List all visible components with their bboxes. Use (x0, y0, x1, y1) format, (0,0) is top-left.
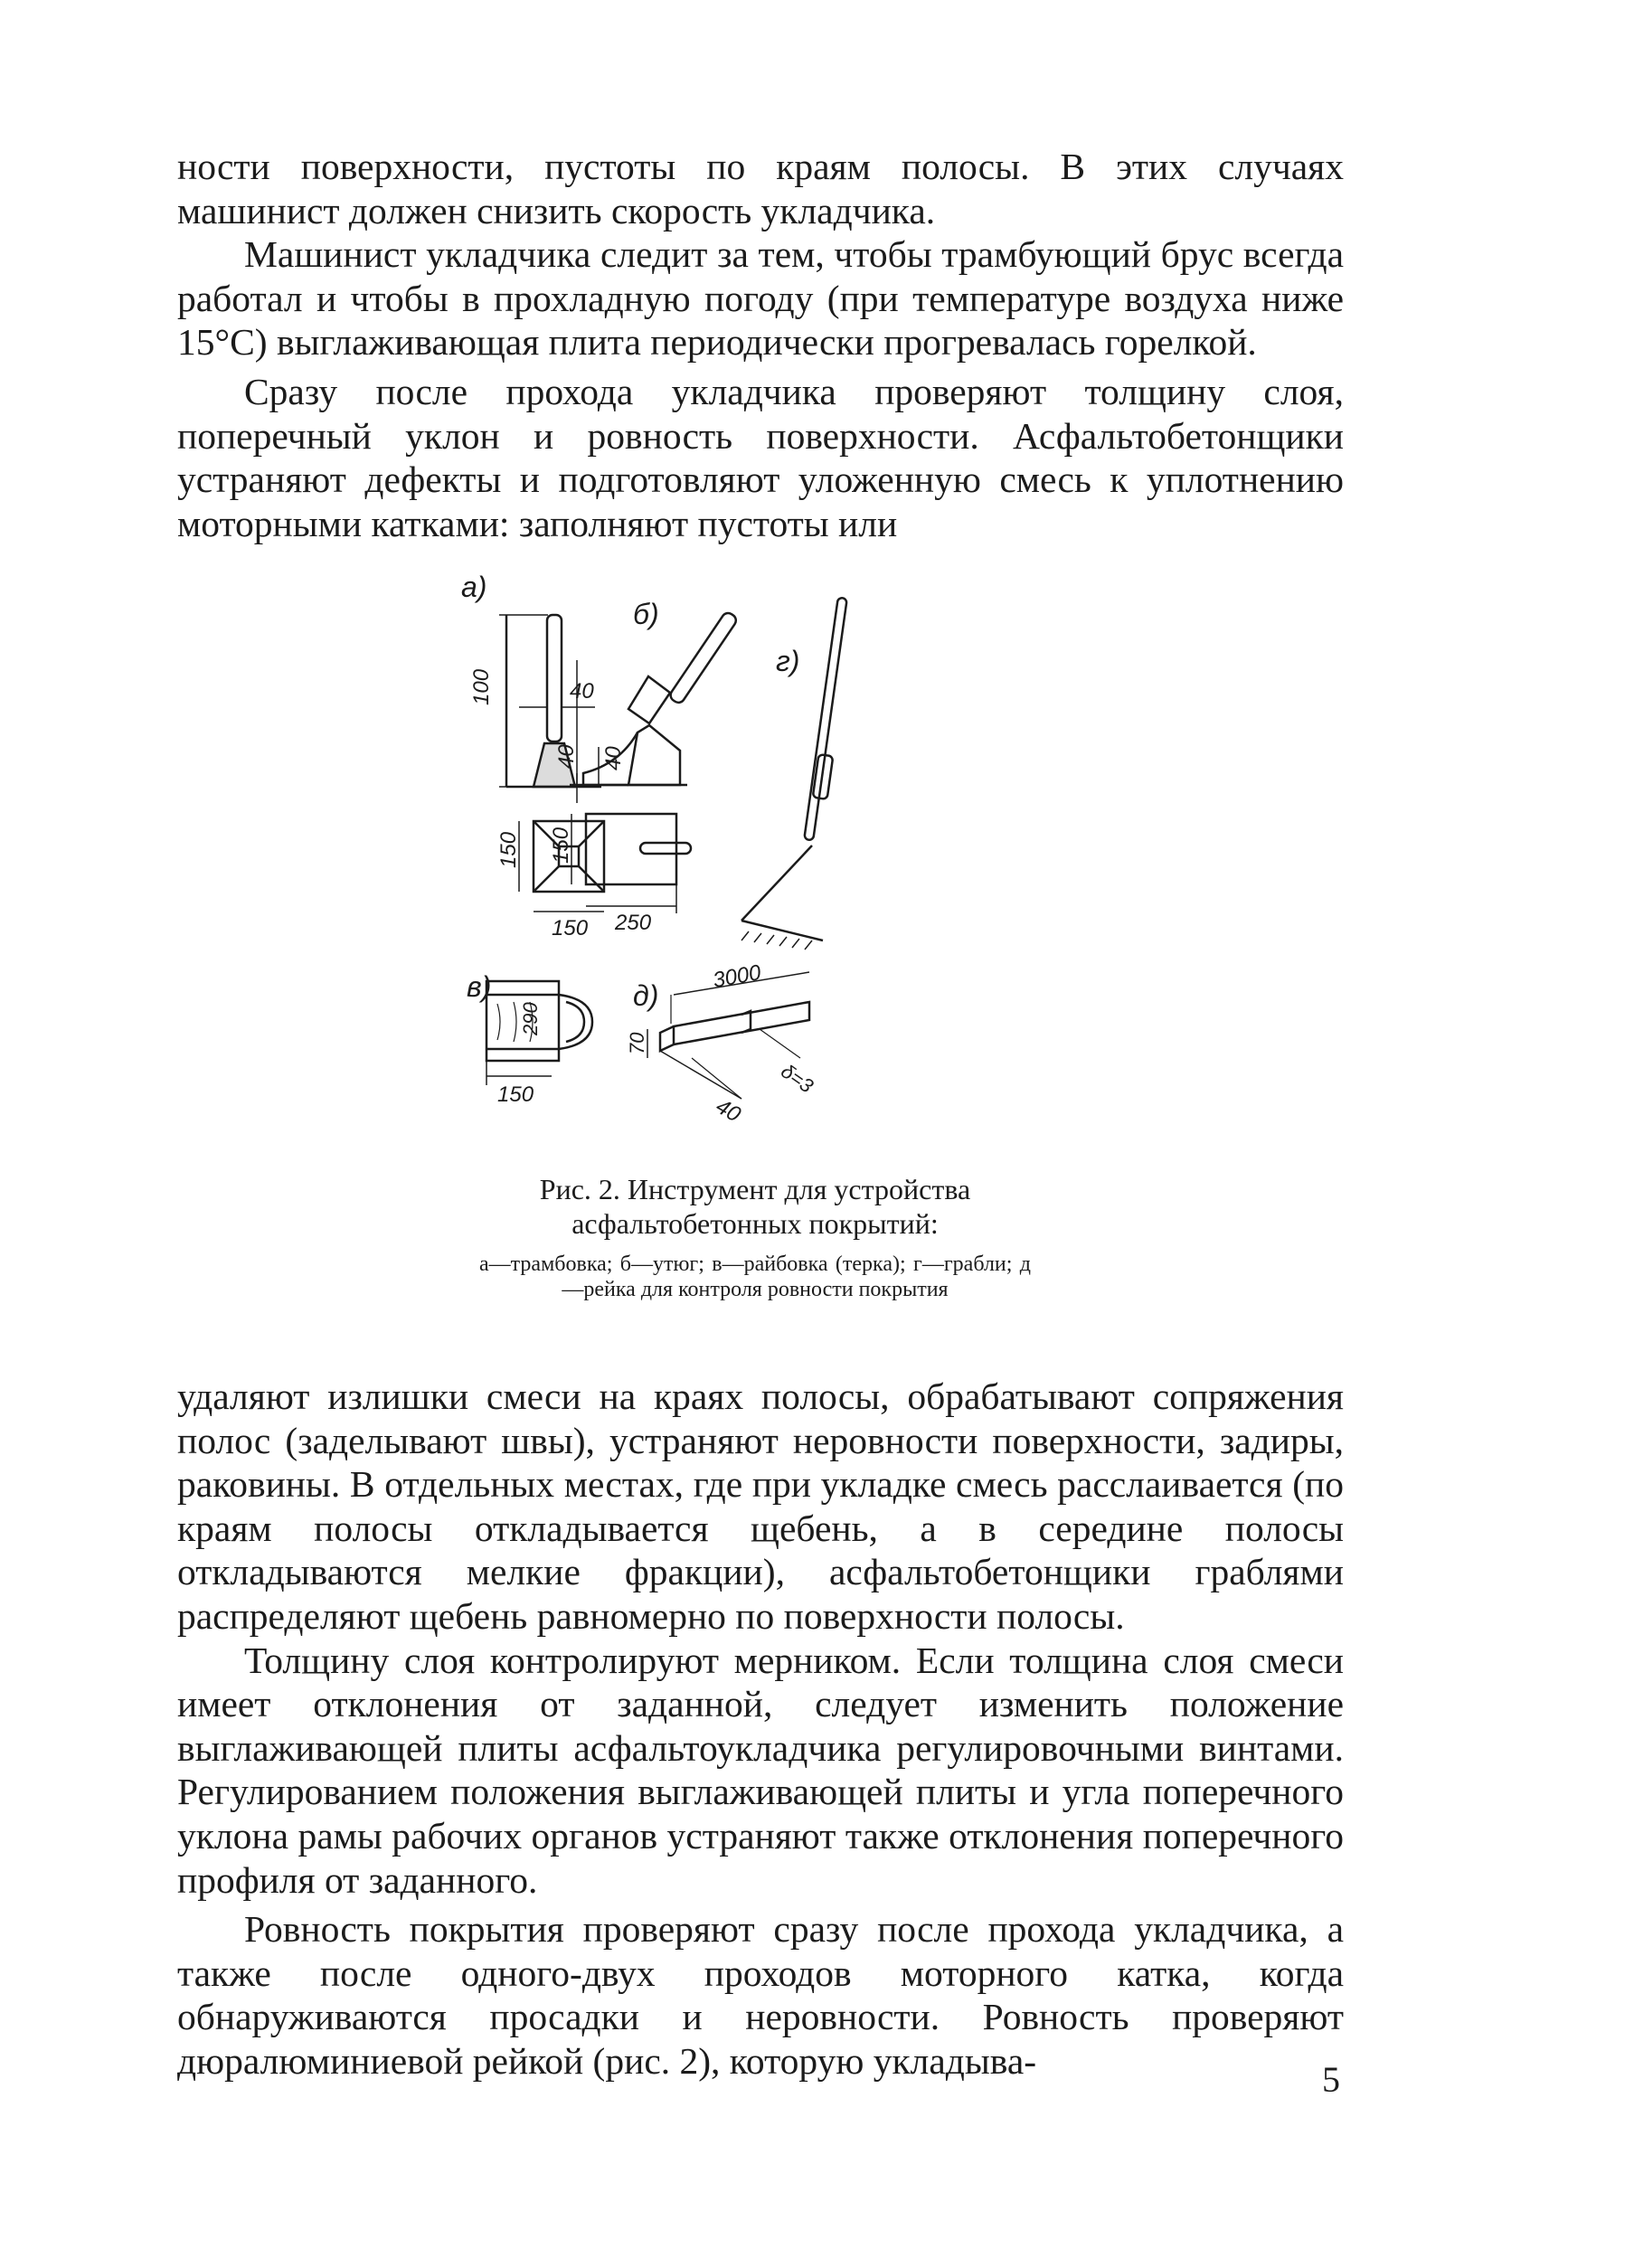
paragraph-1: ности поверхности, пустоты по краям полосы. В этих случаях машинист должен снизить скорость укладчика. (177, 146, 1344, 232)
dim-a-plan-width: 150 (552, 916, 589, 940)
paragraph-6: Ровность покрытия проверяют сразу после прохода укладчика, а также после одного-двух проходов моторного катка, когда обнаруживаются просадки и неровности. Ровность проверяют дюралюминиевой рейкой (рис. 2), которую укладыва- (177, 1908, 1344, 2082)
label-a: а) (461, 571, 487, 603)
dim-b-plan-width: 250 (615, 911, 652, 935)
dim-v-height: 290 (519, 1002, 542, 1035)
iron-drawing (570, 610, 739, 913)
label-b: б) (633, 598, 659, 630)
label-d: д) (633, 979, 659, 1012)
figure-tools (443, 570, 1130, 1148)
label-v: в) (467, 970, 492, 1003)
paragraph-3: Сразу после прохода укладчика проверяют толщину слоя, поперечный уклон и ровность поверхности. Асфальтобетонщики устраняют дефекты и подготовляют уложенную смесь к уплотнению моторными катками: заполняют пустоты или (177, 370, 1344, 544)
dim-v-width: 150 (497, 1082, 534, 1107)
dim-a-base: 40 (601, 746, 626, 770)
top-text-block (177, 145, 1344, 545)
tools-drawing (443, 570, 1130, 1148)
dim-d-width: 40 (712, 1093, 745, 1128)
dim-b-plan-height: 150 (549, 827, 573, 864)
caption-title: Рис. 2. Инструмент для устройства асфальтобетонных покрытий: (539, 1173, 971, 1240)
bottom-text-block (177, 1375, 1344, 2084)
dim-d-length: 3000 (711, 960, 763, 993)
paragraph-5: Толщину слоя контролируют мерником. Если толщина слоя смеси имеет отклонения от заданной, следует изменить положение выглаживающей плиты асфальтоукладчика регулировочными винтами. Регулированием положения выглаживающей плиты и угла поперечного уклона рамы рабочих органов устраняют также отклонения поперечного профиля от заданного. (177, 1639, 1344, 1901)
dim-d-height: 70 (626, 1032, 648, 1054)
label-g: г) (776, 645, 800, 677)
paragraph-2: Машинист укладчика следит за тем, чтобы трамбующий брус всегда работал и чтобы в прохладную погоду (при температуре воздуха ниже 15°С) выглаживающая плита периодически прогревалась горелкой. (177, 233, 1344, 364)
caption-legend: а—трамбовка; б—утюг; в—райбовка (терка); г—грабли; д—рейка для контроля ровности покрытия (479, 1252, 1031, 1301)
figure-caption (479, 1172, 1031, 1302)
paragraph-4: удаляют излишки смеси на краях полосы, обрабатывают сопряжения полос (заделывают швы), устраняют неровности поверхности, задиры, раковины. В отдельных местах, где при укладке смесь расслаивается (по краям полосы откладывается щебень, а в середине полосы откладываются мелкие фракции), асфальтобетонщики граблями распределяют щебень равномерно по поверхности полосы. (177, 1375, 1344, 1637)
dim-d-thickness: δ=3 (777, 1059, 818, 1098)
dim-a-width: 40 (570, 679, 594, 704)
page-number: 5 (1322, 2059, 1340, 2100)
dim-a-height: 100 (469, 668, 494, 705)
dim-b-height: 40 (554, 744, 579, 769)
dim-a-plan-side: 150 (496, 831, 521, 868)
